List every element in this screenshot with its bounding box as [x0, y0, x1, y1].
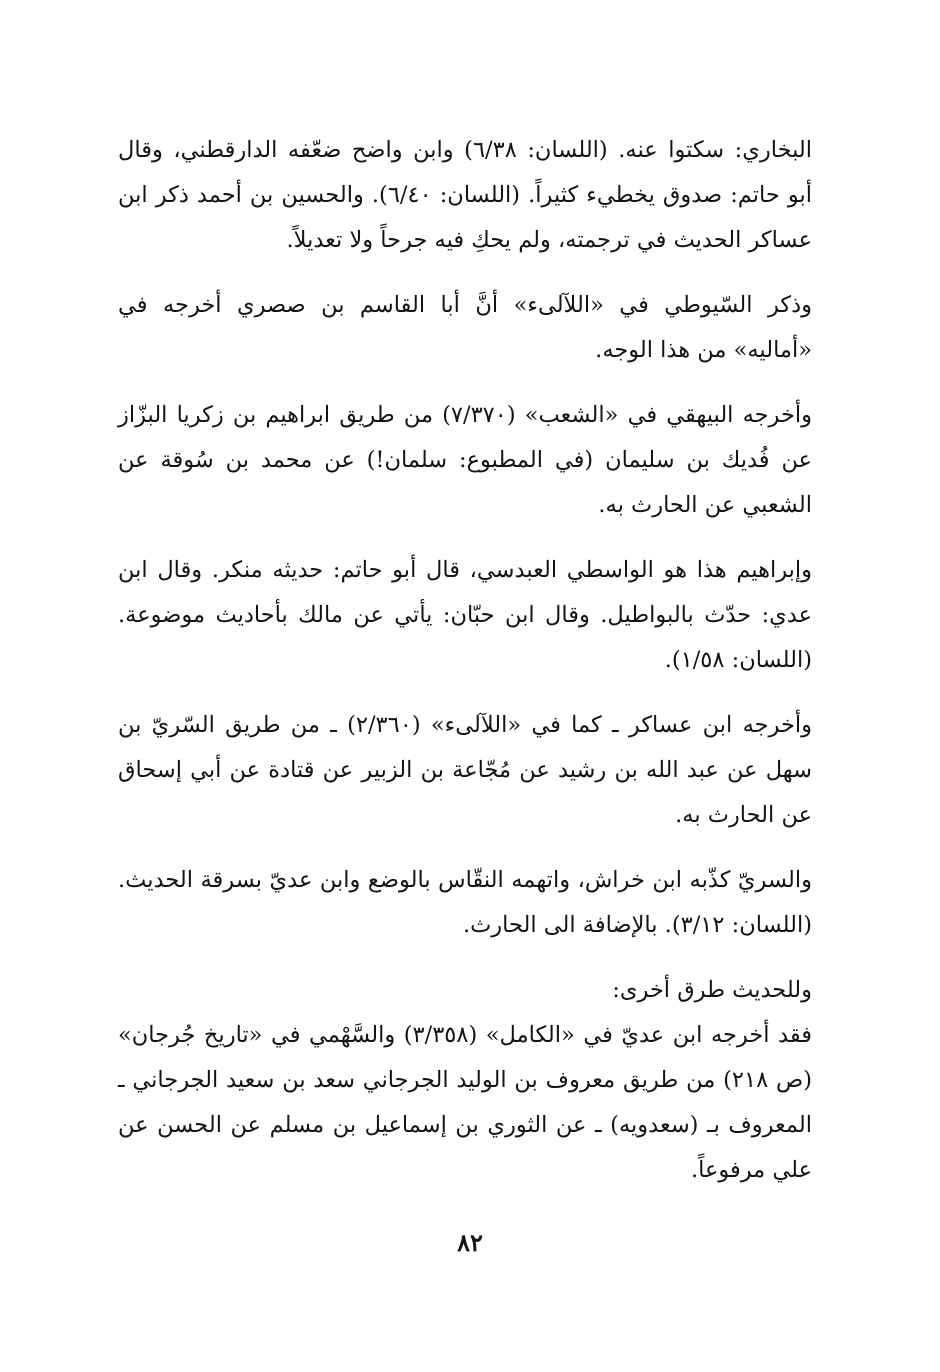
page-number: ٨٢ — [457, 1228, 483, 1257]
paragraph-1: البخاري: سكتوا عنه. (اللسان: ٦/٣٨) وابن واضح ضعّفه الدارقطني، وقال أبو حاتم: صدوق يخطيء كثيراً. (اللسان: ٦/٤٠). والحسين بن أحمد ذكر ابن عساكر الحديث في ترجمته، ولم يحكِ فيه جرحاً ولا تعديلاً. — [118, 137, 812, 253]
paragraph-2: وذكر السّيوطي في «اللآلىء» أنَّ أبا القاسم بن صصري أخرجه في «أماليه» من هذا الوجه. — [118, 292, 812, 363]
paragraph-7: وللحديث طرق أخرى: — [612, 977, 812, 1003]
body-text — [118, 128, 812, 1213]
paragraph-8: فقد أخرجه ابن عديّ في «الكامل» (٣/٣٥٨) والسَّهْمي في «تاريخ جُرجان» (ص ٢١٨) من طريق معروف بن الوليد الجرجاني سعد بن سعيد الجرجاني ـ المعروف بـ (سعدويه) ـ عن الثوري بن إسماعيل بن مسلم عن الحسن عن علي مرفوعاً. — [118, 1022, 812, 1183]
paragraph-4: وإبراهيم هذا هو الواسطي العبدسي، قال أبو حاتم: حديثه منكر. وقال ابن عدي: حدّث بالبواطيل. وقال ابن حبّان: يأتي عن مالك بأحاديث موضوعة. (اللسان: ١/٥٨). — [118, 557, 812, 673]
paragraph-5: وأخرجه ابن عساكر ـ كما في «اللآلىء» (٢/٣٦٠) ـ من طريق السّريّ بن سهل عن عبد الله بن رشيد عن مُجّاعة بن الزبير عن قتادة عن أبي إسحاق عن الحارث به. — [118, 712, 812, 828]
paragraph-6: والسريّ كذّبه ابن خراش، واتهمه النقّاس بالوضع وابن عديّ بسرقة الحديث. (اللسان: ٣/١٢). بالإضافة الى الحارث. — [118, 867, 812, 938]
paragraph-3: وأخرجه البيهقي في «الشعب» (٧/٣٧٠) من طريق ابراهيم بن زكريا البزّاز عن فُديك بن سليمان (في المطبوع: سلمان!) عن محمد بن سُوقة عن الشعبي عن الحارث به. — [118, 402, 812, 518]
